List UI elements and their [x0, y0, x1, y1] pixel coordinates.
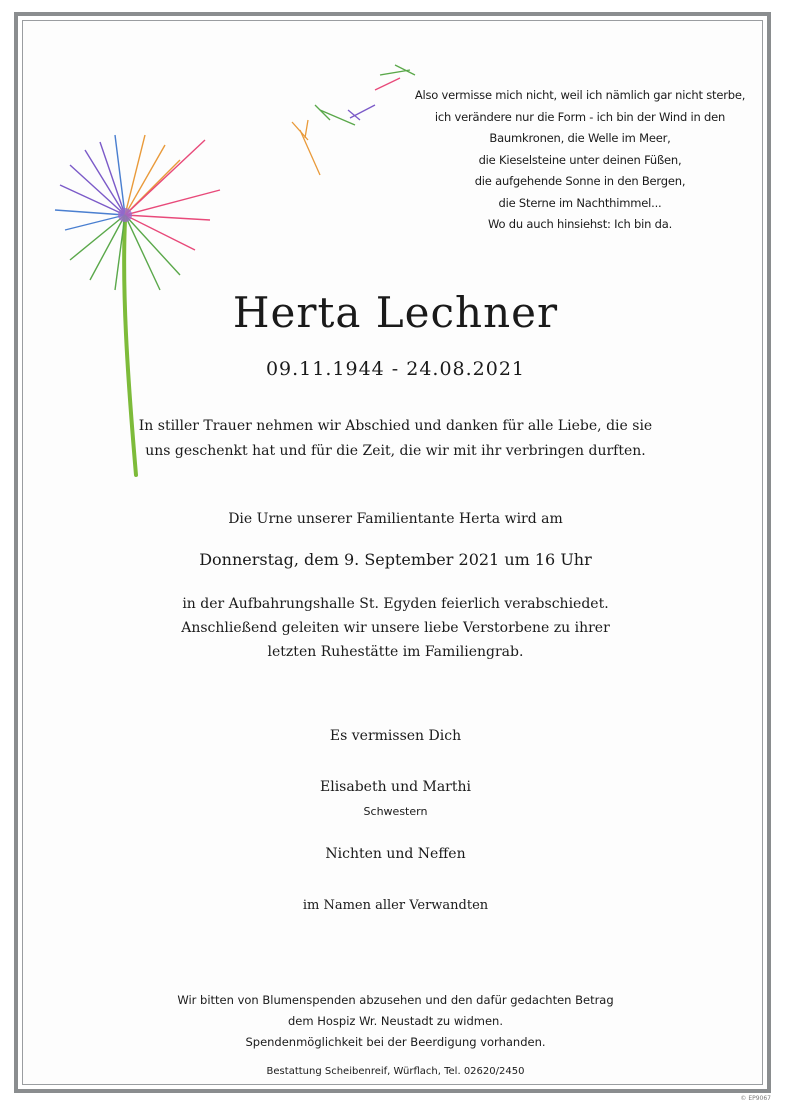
- mourner-relatives: im Namen aller Verwandten: [302, 898, 489, 913]
- place-line: in der Aufbahrungshalle St. Egyden feierlich verabschiedet.: [182, 596, 609, 612]
- intro-line: In stiller Trauer nehmen wir Abschied und danken für alle Liebe, die sie: [138, 418, 653, 434]
- ceremony-place: [0, 592, 791, 664]
- intro-text: [0, 414, 791, 464]
- mourner-nieces: Nichten und Neffen: [325, 846, 466, 862]
- poem-line: Also vermisse mich nicht, weil ich nämlich gar nicht sterbe,: [414, 88, 746, 102]
- life-dates: 09.11.1944 - 24.08.2021: [265, 358, 526, 380]
- poem-line: ich verändere nur die Form - ich bin der Wind in den: [434, 109, 726, 124]
- place-line: Anschließend geleiten wir unsere liebe Verstorbene zu ihrer: [181, 620, 610, 636]
- donation-line: Wir bitten von Blumenspenden abzusehen und den dafür gedachten Betrag: [177, 993, 614, 1007]
- donation-note: [0, 990, 791, 1053]
- poem-line: Baumkronen, die Welle im Meer,: [489, 131, 671, 145]
- donation-line: dem Hospiz Wr. Neustadt zu widmen.: [287, 1014, 503, 1028]
- place-line: letzten Ruhestätte im Familiengrab.: [267, 644, 524, 660]
- mourners-heading: Es vermissen Dich: [329, 728, 462, 744]
- mourner-sisters: Elisabeth und Marthi: [320, 779, 471, 795]
- urn-line: Die Urne unserer Familientante Herta wird am: [228, 511, 563, 527]
- template-code: © EP9067: [740, 1095, 771, 1102]
- mourner-relation: Schwestern: [363, 805, 428, 818]
- deceased-name: Herta Lechner: [232, 288, 559, 337]
- funeral-home: Bestattung Scheibenreif, Würflach, Tel. 02620/2450: [266, 1066, 525, 1077]
- intro-line: uns geschenkt hat und für die Zeit, die wir mit ihr verbringen durften.: [145, 443, 646, 459]
- poem: [400, 85, 760, 236]
- ceremony-date: Donnerstag, dem 9. September 2021 um 16 Uhr: [199, 550, 592, 569]
- poem-line: die Kieselsteine unter deinen Füßen,: [478, 152, 682, 167]
- dandelion-head: [55, 135, 220, 290]
- poem-line: Wo du auch hinsiehst: Ich bin da.: [487, 217, 673, 231]
- poem-line: die aufgehende Sonne in den Bergen,: [474, 174, 686, 188]
- donation-line: Spendenmöglichkeit bei der Beerdigung vorhanden.: [245, 1035, 546, 1049]
- poem-line: die Sterne im Nachthimmel...: [498, 195, 662, 210]
- flying-seeds: [292, 65, 415, 175]
